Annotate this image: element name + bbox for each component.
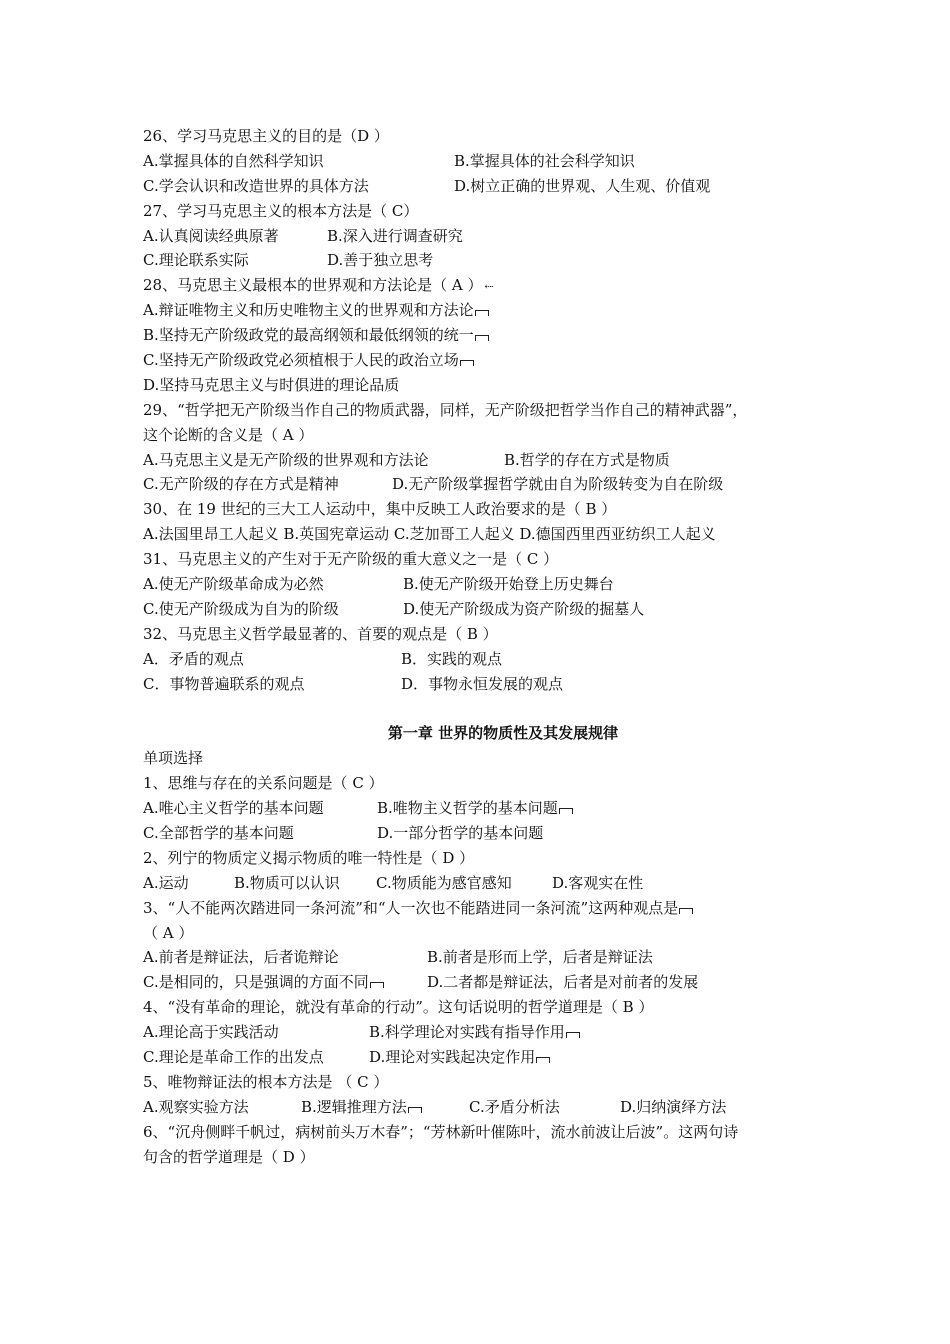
option-a: A.前者是辩证法，后者诡辩论 — [143, 948, 339, 967]
option-a — [143, 298, 823, 323]
question-31: 31、马克思主义的产生对于无产阶级的重大意义之一是（ C ） — [143, 550, 559, 569]
options-row — [143, 1020, 823, 1045]
question-3-continued: （ A ） — [143, 923, 194, 942]
option-d: D.无产阶级掌握哲学就由自为阶级转变为自在阶级 — [392, 475, 724, 494]
option-c: C．事物普遍联系的观点 — [143, 674, 305, 693]
option-b: B.掌握具体的社会科学知识 — [454, 151, 635, 170]
option-b — [143, 323, 823, 348]
options-row — [143, 572, 823, 597]
question-32: 32、马克思主义哲学最显著的、首要的观点是（ B ） — [143, 624, 498, 643]
option-c: C.物质能为感官感知 — [376, 873, 512, 892]
question-30: 30、在 19 世纪的三大工人运动中，集中反映工人政治要求的是（ B ） — [143, 500, 617, 519]
space-mark-icon — [475, 310, 489, 316]
option-a: A.马克思主义是无产阶级的世界观和方法论 — [143, 450, 429, 469]
space-mark-icon — [679, 908, 693, 914]
space-mark-icon — [536, 1057, 550, 1063]
option-text: A.辩证唯物主义和历史唯物主义的世界观和方法论 — [143, 301, 474, 320]
option-d: D.一部分哲学的基本问题 — [377, 823, 544, 842]
option-text: D.理论对实践起决定作用 — [369, 1047, 536, 1066]
option-a: A.理论高于实践活动 — [143, 1023, 279, 1042]
option-text: B.唯物主义哲学的基本问题 — [377, 799, 558, 818]
question-26: 26、学习马克思主义的目的是（D ） — [143, 127, 389, 145]
option-text: B.坚持无产阶级政党的最高纲领和最低纲领的统一 — [143, 326, 474, 345]
option-d — [369, 1045, 550, 1070]
options-row: A.法国里昂工人起义 B.英国宪章运动 C.芝加哥工人起义 D.德国西里西亚纺织工人起义 — [143, 525, 716, 544]
question-27: 27、学习马克思主义的根本方法是（ C） — [143, 201, 419, 220]
section-label: 单项选择 — [143, 749, 204, 768]
options-row — [143, 149, 823, 174]
options-row — [143, 597, 823, 622]
option-b: B.使无产阶级开始登上历史舞台 — [403, 575, 614, 594]
option-a: A.观察实验方法 — [143, 1097, 249, 1116]
option-b: B．实践的观点 — [401, 649, 503, 668]
chapter-question-1: 1、思维与存在的关系问题是（ C ） — [143, 774, 384, 793]
space-mark-icon — [559, 808, 573, 814]
option-b — [301, 1095, 422, 1120]
chapter-title: 第一章 世界的物质性及其发展规律 — [387, 724, 619, 743]
option-c — [143, 348, 823, 373]
space-mark-icon — [475, 335, 489, 341]
options-row — [143, 796, 823, 821]
chapter-question-3 — [143, 896, 823, 921]
option-b — [369, 1020, 580, 1045]
option-d: D.二者都是辩证法，后者是对前者的发展 — [427, 973, 699, 992]
question-text: 3、“人不能两次踏进同一条河流”和“人一次也不能踏进同一条河流”这两种观点是 — [143, 898, 679, 917]
space-mark-icon — [370, 982, 384, 988]
option-d: D.善于独立思考 — [327, 251, 434, 270]
spacer — [143, 697, 823, 722]
option-c: C.理论是革命工作的出发点 — [143, 1047, 324, 1066]
option-d: D.坚持马克思主义与时俱进的理论品质 — [143, 375, 400, 394]
options-row — [143, 174, 823, 199]
question-29-continued: 这个论断的含义是（ A ） — [143, 425, 314, 444]
options-row — [143, 1045, 823, 1070]
option-d: D.树立正确的世界观、人生观、价值观 — [454, 176, 711, 195]
option-c: C.学会认识和改造世界的具体方法 — [143, 176, 369, 195]
options-row — [143, 248, 823, 273]
document-body — [143, 124, 823, 1169]
option-d: D.使无产阶级成为资产阶级的掘墓人 — [403, 599, 645, 618]
chapter-question-5: 5、唯物辩证法的根本方法是 （ C ） — [143, 1072, 389, 1091]
options-row — [143, 472, 823, 497]
option-a: A.运动 — [143, 873, 189, 892]
option-a: A．矛盾的观点 — [143, 649, 244, 668]
option-text: B.科学理论对实践有指导作用 — [369, 1023, 565, 1042]
option-c: C.无产阶级的存在方式是精神 — [143, 475, 339, 494]
option-d: D．事物永恒发展的观点 — [401, 674, 564, 693]
space-mark-icon — [408, 1107, 422, 1113]
option-a: A.唯心主义哲学的基本问题 — [143, 799, 324, 818]
option-c: C.全部哲学的基本问题 — [143, 823, 294, 842]
chapter-question-6: 6、“沉舟侧畔千帆过，病树前头万木春”；“芳林新叶催陈叶，流水前波让后波”。这两句诗 — [143, 1122, 739, 1141]
option-text: C.坚持无产阶级政党必须植根于人民的政治立场 — [143, 351, 459, 370]
option-b: B.前者是形而上学，后者是辩证法 — [427, 948, 653, 967]
options-row — [143, 647, 823, 672]
options-row — [143, 448, 823, 473]
option-c: C.矛盾分析法 — [469, 1097, 560, 1116]
question-29: 29、“哲学把无产阶级当作自己的物质武器，同样，无产阶级把哲学当作自己的精神武器”， — [143, 400, 748, 419]
option-d: D.客观实在性 — [552, 873, 644, 892]
option-a: A.认真阅读经典原著 — [143, 226, 279, 245]
option-b: B.哲学的存在方式是物质 — [504, 450, 670, 469]
options-row — [143, 1095, 823, 1120]
options-row — [143, 821, 823, 846]
options-row — [143, 970, 823, 995]
options-row — [143, 945, 823, 970]
question-28 — [143, 273, 823, 298]
chapter-question-2: 2、列宁的物质定义揭示物质的唯一特性是（ D ） — [143, 848, 475, 867]
option-text: B.逻辑推理方法 — [301, 1097, 407, 1116]
option-b: B.物质可以认识 — [234, 873, 340, 892]
space-mark-icon — [460, 360, 474, 366]
chapter-question-4: 4、“没有革命的理论，就没有革命的行动”。这句话说明的哲学道理是（ B ） — [143, 998, 654, 1017]
option-c — [143, 970, 384, 995]
options-row — [143, 672, 823, 697]
option-b — [377, 796, 573, 821]
option-a: A.使无产阶级革命成为必然 — [143, 575, 324, 594]
option-a: A.掌握具体的自然科学知识 — [143, 151, 324, 170]
question-text: 28、马克思主义最根本的世界观和方法论是（ A ） — [143, 276, 483, 295]
option-c: C.理论联系实际 — [143, 251, 249, 270]
option-b: B.深入进行调查研究 — [327, 226, 463, 245]
option-text: C.是相同的，只是强调的方面不同 — [143, 973, 369, 992]
option-c: C.使无产阶级成为自为的阶级 — [143, 599, 339, 618]
options-row — [143, 871, 823, 896]
option-d: D.归纳演绎方法 — [620, 1097, 727, 1116]
space-mark-icon — [566, 1032, 580, 1038]
paragraph-mark-icon: ⇠ — [484, 280, 494, 294]
question-6-continued: 句含的哲学道理是（ D ） — [143, 1147, 315, 1166]
options-row — [143, 224, 823, 249]
